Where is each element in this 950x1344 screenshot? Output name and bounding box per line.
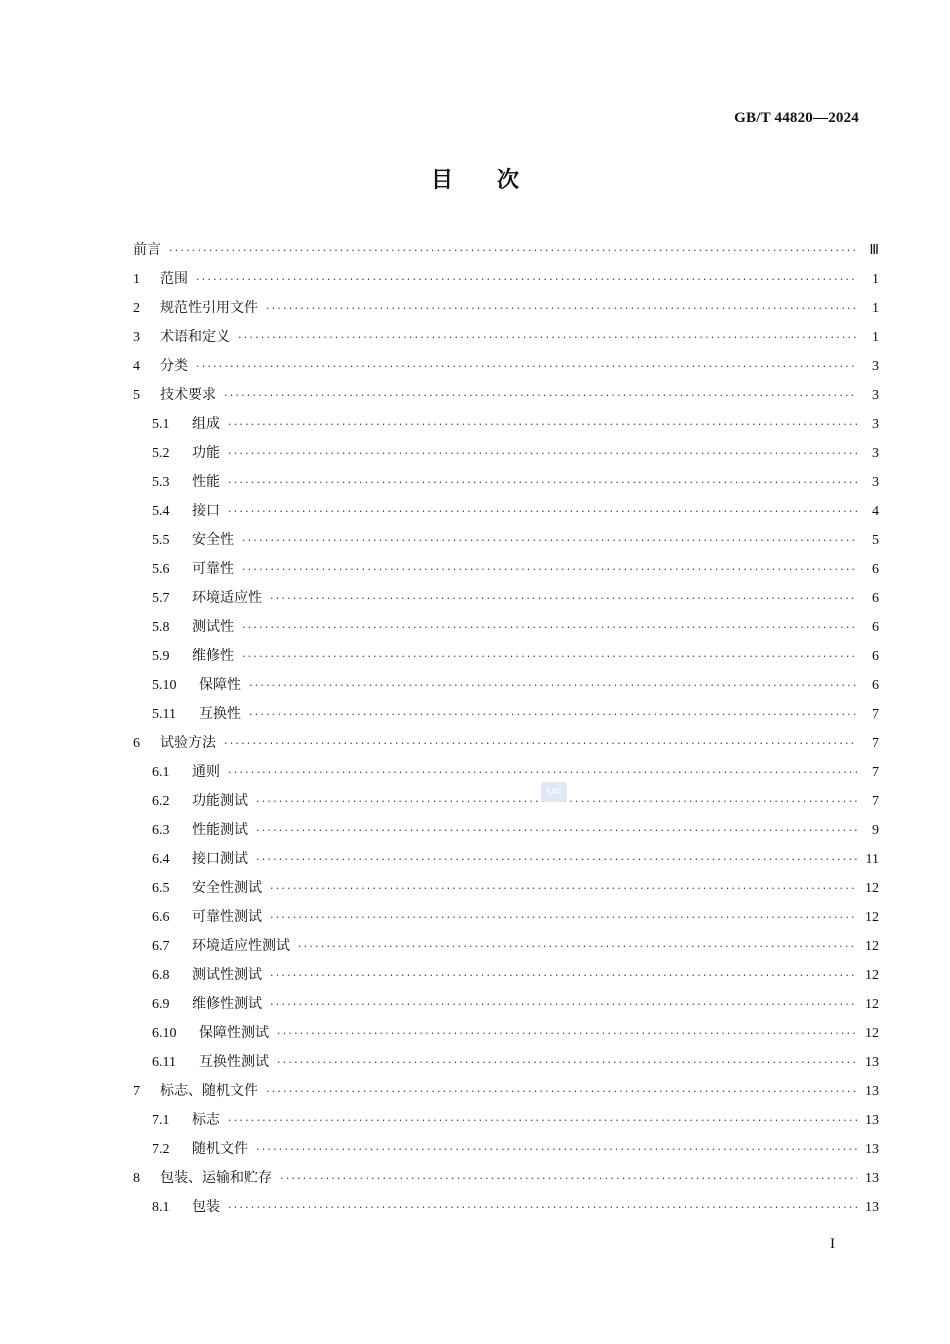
toc-entry-page: 7 xyxy=(872,707,879,722)
toc-entry[interactable] xyxy=(133,442,879,471)
toc-entry[interactable] xyxy=(133,326,879,355)
dot-leader xyxy=(242,650,857,663)
toc-entry-number: 5.6 xyxy=(152,562,170,577)
toc-entry-number: 6.4 xyxy=(152,852,170,867)
toc-entry[interactable] xyxy=(133,413,879,442)
toc-entry[interactable] xyxy=(133,935,879,964)
toc-entry-number: 6.6 xyxy=(152,910,170,925)
dot-leader xyxy=(242,621,857,634)
toc-entry-number: 6.9 xyxy=(152,997,170,1012)
dot-leader xyxy=(249,679,857,692)
toc-entry[interactable] xyxy=(133,819,879,848)
toc-entry-number: 5.8 xyxy=(152,620,170,635)
toc-entry-number: 8.1 xyxy=(152,1200,170,1215)
toc-entry-title: 可靠性测试 xyxy=(192,909,262,925)
toc-entry-title: 分类 xyxy=(160,358,188,374)
toc-entry-title: 包装 xyxy=(192,1199,220,1215)
dot-leader xyxy=(228,418,857,431)
toc-entry[interactable] xyxy=(133,239,879,268)
toc-entry[interactable] xyxy=(133,703,879,732)
dot-leader xyxy=(256,1143,857,1156)
toc-entry-title: 包装、运输和贮存 xyxy=(160,1170,272,1186)
dot-leader xyxy=(270,911,857,924)
toc-entry-number: 7.1 xyxy=(152,1113,170,1128)
toc-entry-number: 5.4 xyxy=(152,504,170,519)
dot-leader xyxy=(256,853,857,866)
toc-entry-page: 13 xyxy=(865,1171,879,1186)
toc-entry-title: 标志 xyxy=(192,1112,220,1128)
page-title: 目 次 xyxy=(430,168,519,193)
toc-entry[interactable] xyxy=(133,645,879,674)
toc-entry-title: 功能 xyxy=(192,445,220,461)
toc-entry-page: 7 xyxy=(872,794,879,809)
toc-entry-number: 5.1 xyxy=(152,417,170,432)
toc-entry[interactable] xyxy=(133,993,879,1022)
toc-entry-title: 前言 xyxy=(133,242,161,258)
toc-entry-number: 2 xyxy=(133,301,140,316)
toc-entry[interactable] xyxy=(133,355,879,384)
toc-entry-page: 11 xyxy=(865,852,879,867)
toc-entry-page: 7 xyxy=(872,765,879,780)
dot-leader xyxy=(242,534,857,547)
toc-entry-title: 环境适应性 xyxy=(192,590,262,606)
toc-entry[interactable] xyxy=(133,297,879,326)
toc-entry-page: 3 xyxy=(872,417,879,432)
dot-leader xyxy=(277,1027,857,1040)
toc-entry-number: 4 xyxy=(133,359,140,374)
toc-entry-title: 维修性 xyxy=(192,648,234,664)
toc-entry-page: 6 xyxy=(872,620,879,635)
toc-entry-page: 1 xyxy=(872,330,879,345)
toc-entry-number: 3 xyxy=(133,330,140,345)
toc-entry[interactable] xyxy=(133,1138,879,1167)
toc-entry-page: 3 xyxy=(872,475,879,490)
toc-entry-title: 技术要求 xyxy=(160,387,216,403)
toc-entry-title: 互换性测试 xyxy=(199,1054,269,1070)
toc-entry-title: 标志、随机文件 xyxy=(160,1083,258,1099)
dot-leader xyxy=(228,447,857,460)
dot-leader xyxy=(270,882,857,895)
toc-entry[interactable] xyxy=(133,674,879,703)
dot-leader xyxy=(266,302,857,315)
toc-entry[interactable] xyxy=(133,1022,879,1051)
toc-entry-title: 安全性测试 xyxy=(192,880,262,896)
toc-entry-page: 3 xyxy=(872,388,879,403)
toc-entry-title: 规范性引用文件 xyxy=(160,300,258,316)
toc-entry-number: 6.3 xyxy=(152,823,170,838)
toc-entry-page: 13 xyxy=(865,1084,879,1099)
toc-entry-title: 范围 xyxy=(160,271,188,287)
toc-entry[interactable] xyxy=(133,848,879,877)
toc-entry[interactable] xyxy=(133,616,879,645)
dot-leader xyxy=(228,766,857,779)
toc-entry[interactable] xyxy=(133,529,879,558)
dot-leader xyxy=(280,1172,857,1185)
toc-entry[interactable] xyxy=(133,500,879,529)
toc-entry[interactable] xyxy=(133,1051,879,1080)
toc-entry-page: 12 xyxy=(865,997,879,1012)
toc-entry-number: 5.2 xyxy=(152,446,170,461)
toc-entry[interactable] xyxy=(133,761,879,790)
dot-leader xyxy=(224,737,857,750)
toc-entry-page: 9 xyxy=(872,823,879,838)
toc-entry-page: 1 xyxy=(872,272,879,287)
toc-entry-number: 6.1 xyxy=(152,765,170,780)
toc-entry-number: 5 xyxy=(133,388,140,403)
toc-entry-page: 7 xyxy=(872,736,879,751)
toc-entry-title: 术语和定义 xyxy=(160,329,230,345)
toc-entry-number: 5.5 xyxy=(152,533,170,548)
toc-entry-title: 测试性测试 xyxy=(192,967,262,983)
dot-leader xyxy=(270,998,857,1011)
toc-entry[interactable] xyxy=(133,877,879,906)
dot-leader xyxy=(238,331,857,344)
toc-entry[interactable] xyxy=(133,1080,879,1109)
toc-entry-page: 6 xyxy=(872,678,879,693)
toc-entry-number: 5.9 xyxy=(152,649,170,664)
watermark-logo: SAC xyxy=(541,782,567,802)
toc-entry-page: 13 xyxy=(865,1113,879,1128)
toc-entry[interactable] xyxy=(133,558,879,587)
toc-entry-page: 1 xyxy=(872,301,879,316)
dot-leader xyxy=(270,969,857,982)
toc-entry-title: 功能测试 xyxy=(192,793,248,809)
toc-entry-number: 7.2 xyxy=(152,1142,170,1157)
dot-leader xyxy=(169,244,857,257)
toc-entry-number: 6.8 xyxy=(152,968,170,983)
toc-entry-page: 4 xyxy=(872,504,879,519)
toc-entry-title: 保障性测试 xyxy=(199,1025,269,1041)
toc-entry-page: 12 xyxy=(865,968,879,983)
toc-entry-title: 安全性 xyxy=(192,532,234,548)
toc-entry[interactable] xyxy=(133,587,879,616)
dot-leader xyxy=(196,360,857,373)
toc-entry-title: 性能测试 xyxy=(192,822,248,838)
toc-entry-page: 12 xyxy=(865,910,879,925)
toc-entry[interactable] xyxy=(133,732,879,761)
toc-entry[interactable] xyxy=(133,964,879,993)
toc-entry[interactable] xyxy=(133,906,879,935)
toc-entry-page: 3 xyxy=(872,359,879,374)
toc-entry-title: 性能 xyxy=(192,474,220,490)
toc-entry-number: 8 xyxy=(133,1171,140,1186)
dot-leader xyxy=(228,476,857,489)
toc-entry[interactable] xyxy=(133,1109,879,1138)
toc-entry-title: 组成 xyxy=(192,416,220,432)
toc-entry-page: 13 xyxy=(865,1142,879,1157)
toc-entry-title: 可靠性 xyxy=(192,561,234,577)
toc-entry-title: 维修性测试 xyxy=(192,996,262,1012)
toc-entry-page: Ⅲ xyxy=(869,243,879,258)
dot-leader xyxy=(228,505,857,518)
toc-entry-title: 通则 xyxy=(192,764,220,780)
dot-leader xyxy=(242,563,857,576)
toc-entry-title: 接口 xyxy=(192,503,220,519)
page-number: I xyxy=(830,1236,835,1252)
dot-leader xyxy=(277,1056,857,1069)
toc-entry[interactable] xyxy=(133,268,879,297)
toc-entry-page: 12 xyxy=(865,881,879,896)
toc-entry-title: 互换性 xyxy=(199,706,241,722)
toc-entry-page: 3 xyxy=(872,446,879,461)
toc-entry-title: 保障性 xyxy=(199,677,241,693)
table-of-contents xyxy=(133,239,879,1225)
toc-entry-title: 随机文件 xyxy=(192,1141,248,1157)
toc-entry-page: 13 xyxy=(865,1055,879,1070)
dot-leader xyxy=(298,940,857,953)
toc-entry-number: 6.7 xyxy=(152,939,170,954)
dot-leader xyxy=(270,592,857,605)
toc-entry-number: 6.10 xyxy=(152,1026,177,1041)
dot-leader xyxy=(228,1114,857,1127)
toc-entry-page: 12 xyxy=(865,1026,879,1041)
toc-entry-title: 测试性 xyxy=(192,619,234,635)
toc-entry[interactable] xyxy=(133,1196,879,1225)
toc-entry-number: 7 xyxy=(133,1084,140,1099)
standard-code: GB/T 44820—2024 xyxy=(734,110,859,126)
toc-entry-title: 环境适应性测试 xyxy=(192,938,290,954)
toc-entry-number: 6.2 xyxy=(152,794,170,809)
toc-entry[interactable] xyxy=(133,384,879,413)
toc-entry-title: 试验方法 xyxy=(160,735,216,751)
toc-entry[interactable] xyxy=(133,1167,879,1196)
toc-entry-page: 5 xyxy=(872,533,879,548)
toc-entry[interactable] xyxy=(133,790,879,819)
toc-entry-number: 6.11 xyxy=(152,1055,176,1070)
toc-entry-number: 5.7 xyxy=(152,591,170,606)
toc-entry-number: 5.11 xyxy=(152,707,176,722)
toc-entry-number: 6.5 xyxy=(152,881,170,896)
toc-entry-title: 接口测试 xyxy=(192,851,248,867)
toc-entry-page: 12 xyxy=(865,939,879,954)
toc-entry-page: 13 xyxy=(865,1200,879,1215)
toc-entry-number: 1 xyxy=(133,272,140,287)
dot-leader xyxy=(196,273,857,286)
dot-leader xyxy=(228,1201,857,1214)
toc-entry-number: 5.10 xyxy=(152,678,177,693)
dot-leader xyxy=(266,1085,857,1098)
dot-leader xyxy=(224,389,857,402)
dot-leader xyxy=(249,708,857,721)
dot-leader xyxy=(256,824,857,837)
toc-entry[interactable] xyxy=(133,471,879,500)
toc-entry-page: 6 xyxy=(872,649,879,664)
toc-entry-page: 6 xyxy=(872,562,879,577)
toc-entry-page: 6 xyxy=(872,591,879,606)
toc-entry-number: 6 xyxy=(133,736,140,751)
toc-entry-number: 5.3 xyxy=(152,475,170,490)
